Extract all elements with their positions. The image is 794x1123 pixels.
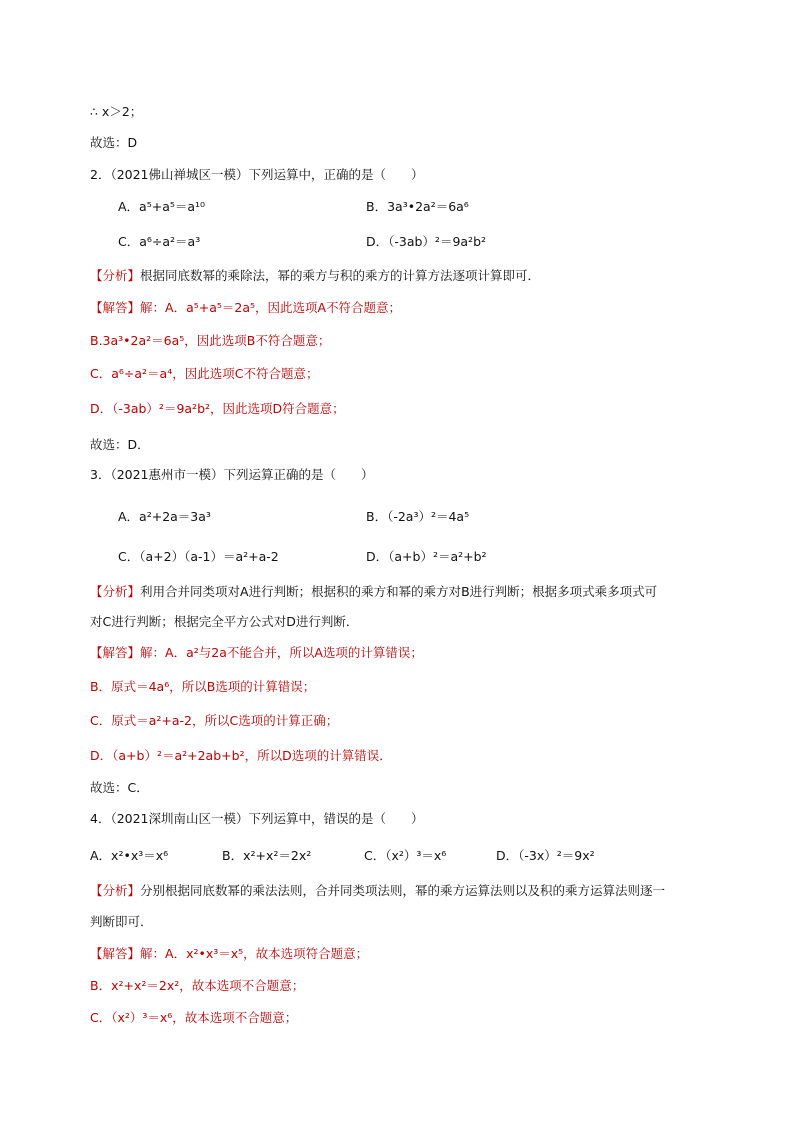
q3-option-d: D．（a+b）²＝a²+b²: [366, 549, 487, 564]
q4-analysis-2: 判断即可．: [90, 914, 153, 929]
q4-option-b: B．x²+x²＝2x²: [222, 848, 312, 863]
q3-analysis-1: 【分析】利用合并同类项对A进行判断；根据积的乘方和幂的乘方对B进行判断；根据多项式乘多项式可: [90, 584, 658, 599]
line-2: 故选：D: [90, 135, 138, 150]
q3-option-c: C．（a+2）（a-1）＝a²+a-2: [118, 549, 279, 564]
q3-analysis-2: 对C进行判断；根据完全平方公式对D进行判断．: [90, 614, 359, 629]
q2-option-c: C．a⁶÷a²＝a³: [118, 234, 201, 249]
q3-solution-4: D．（a+b）²＝a²+2ab+b²，所以D选项的计算错误．: [90, 748, 392, 763]
q2-answer: 故选：D．: [90, 437, 150, 452]
q4-option-c: C．（x²）³＝x⁶: [364, 848, 447, 863]
q3-option-b: B．（-2a³）²＝4a⁵: [366, 509, 470, 524]
q3-solution-1: 【解答】解：A．a²与2a不能合并，所以A选项的计算错误；: [90, 645, 423, 660]
q2-solution-3: C．a⁶÷a²＝a⁴，因此选项C不符合题意；: [90, 366, 319, 381]
line-1: ∴ x＞2；: [90, 104, 143, 119]
q3-option-a: A．a²+2a＝3a³: [118, 509, 211, 524]
q4-option-a: A．x²•x³＝x⁶: [90, 848, 169, 863]
q4-solution-3: C．（x²）³＝x⁶，故本选项不合题意；: [90, 1010, 298, 1025]
q2-analysis: 【分析】根据同底数幂的乘除法，幂的乘方与积的乘方的计算方法逐项计算即可．: [90, 268, 541, 283]
question-3: 3．（2021惠州市一模）下列运算正确的是（ ）: [90, 467, 374, 482]
q4-solution-1: 【解答】解：A．x²•x³＝x⁵，故本选项符合题意；: [90, 946, 369, 961]
q2-option-d: D．（-3ab）²＝9a²b²: [366, 234, 487, 249]
q4-option-d: D．（-3x）²＝9x²: [496, 848, 595, 863]
q2-solution-4: D．（-3ab）²＝9a²b²，因此选项D符合题意；: [90, 401, 345, 416]
q2-option-b: B．3a³•2a²＝6a⁶: [366, 199, 469, 214]
q3-answer: 故选：C．: [90, 780, 149, 795]
q3-solution-3: C．原式＝a²+a-2，所以C选项的计算正确；: [90, 713, 339, 728]
q4-solution-2: B．x²+x²＝2x²，故本选项不合题意；: [90, 978, 305, 993]
q4-analysis-1: 【分析】分别根据同底数幂的乘法法则，合并同类项法则，幂的乘方运算法则以及积的乘方运算法则逐一: [90, 883, 666, 898]
q3-solution-2: B．原式＝4a⁶，所以B选项的计算错误；: [90, 679, 316, 694]
q2-option-a: A．a⁵+a⁵＝a¹⁰: [118, 199, 206, 214]
question-2: 2．（2021佛山禅城区一模）下列运算中，正确的是（ ）: [90, 167, 424, 182]
q2-solution-1: 【解答】解：A．a⁵+a⁵＝2a⁵，因此选项A不符合题意；: [90, 300, 402, 315]
q2-solution-2: B.3a³•2a²＝6a⁵，因此选项B不符合题意；: [90, 333, 331, 348]
question-4: 4．（2021深圳南山区一模）下列运算中，错误的是（ ）: [90, 811, 424, 826]
